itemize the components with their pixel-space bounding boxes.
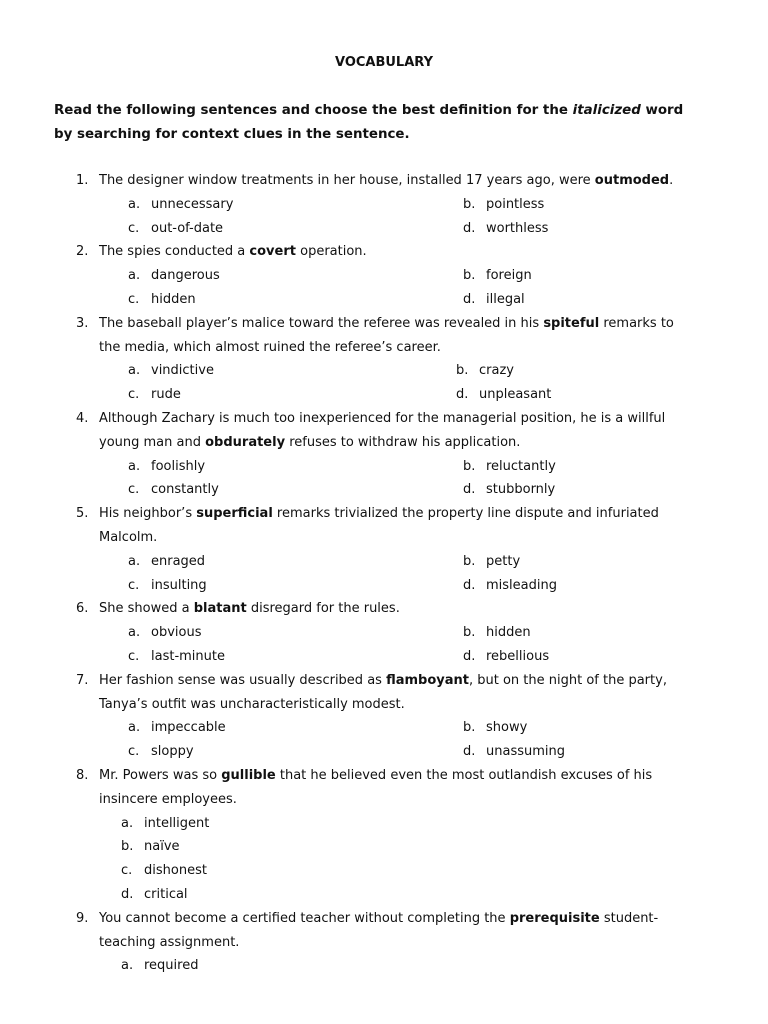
instructions <box>54 99 694 147</box>
question-number: 9. <box>76 910 89 926</box>
question-stem <box>0 240 689 264</box>
options-row <box>0 455 768 479</box>
question-4 <box>0 407 768 502</box>
vocabulary-word: prerequisite <box>509 910 600 926</box>
option-a[interactable]: a. obvious <box>128 625 202 641</box>
question-8 <box>0 764 768 907</box>
option-a[interactable]: a. enraged <box>128 553 206 569</box>
options-row <box>0 621 768 645</box>
question-stem <box>0 169 689 193</box>
options-row <box>0 383 768 407</box>
question-number: 8. <box>76 767 89 783</box>
option-d[interactable]: d. unpleasant <box>456 387 552 403</box>
option-c[interactable]: c. out-of-date <box>128 220 224 236</box>
option-a[interactable]: a. foolishly <box>128 458 206 474</box>
option-a[interactable]: a. required <box>121 958 199 974</box>
question-number: 2. <box>76 244 89 260</box>
question-1 <box>0 169 768 240</box>
question-number: 5. <box>76 506 89 522</box>
option-c[interactable]: c. last-minute <box>128 648 225 664</box>
option-a[interactable]: a. impeccable <box>128 720 226 736</box>
options-row <box>0 740 768 764</box>
option-a[interactable]: a. intelligent <box>121 815 210 831</box>
question-number: 3. <box>76 315 89 331</box>
question-text: His neighbor’s superficial remarks trivialized the property line dispute and infuriated Malcolm. <box>99 506 659 545</box>
question-text: You cannot become a certified teacher without completing the prerequisite student-teaching assignment. <box>99 910 659 950</box>
option-b[interactable]: b. naïve <box>121 839 180 855</box>
option-c[interactable]: c. rude <box>128 387 181 403</box>
option-c[interactable]: c. hidden <box>128 291 196 307</box>
option-b[interactable]: b. reluctantly <box>463 458 556 474</box>
question-text: Her fashion sense was usually described as flamboyant, but on the night of the party, Tanya’s outfit was uncharacteristically modest. <box>99 672 667 712</box>
question-number: 7. <box>76 672 89 688</box>
vocabulary-word: outmoded <box>594 173 670 188</box>
option-b[interactable]: b. pointless <box>463 196 545 212</box>
option-d[interactable]: d. rebellious <box>463 648 550 664</box>
option-d[interactable]: d. misleading <box>463 577 557 593</box>
option-d[interactable]: d. critical <box>121 886 188 902</box>
option-c[interactable]: c. dishonest <box>121 863 207 879</box>
options-row <box>0 645 768 669</box>
option-d[interactable]: d. illegal <box>463 291 525 307</box>
option-a[interactable]: a. unnecessary <box>128 196 234 212</box>
question-number: 6. <box>76 601 89 617</box>
question-list <box>0 169 768 978</box>
option-c[interactable]: c. constantly <box>128 482 219 498</box>
vocabulary-word: superficial <box>196 506 273 522</box>
vocabulary-word: flamboyant <box>386 672 469 688</box>
option-b[interactable]: b. hidden <box>463 625 531 641</box>
option-b[interactable]: b. showy <box>463 720 528 736</box>
option-a[interactable]: a. dangerous <box>128 268 220 284</box>
question-text: The baseball player’s malice toward the referee was revealed in his spiteful remarks to the media, which almost ruined the referee’s career. <box>99 315 674 355</box>
question-7 <box>0 669 768 764</box>
options-row <box>0 217 768 241</box>
option-b[interactable]: b. petty <box>463 553 521 569</box>
question-6 <box>0 597 768 668</box>
option-a[interactable]: a. vindictive <box>128 363 214 379</box>
question-stem <box>0 764 709 812</box>
instructions-text-before: Read the following sentences and choose the best definition for the <box>54 103 573 118</box>
question-stem <box>0 597 689 621</box>
question-number: 1. <box>76 173 89 188</box>
instructions-emphasis: italicized <box>572 103 641 118</box>
options-row <box>0 359 768 383</box>
question-9 <box>0 907 768 978</box>
vocabulary-word: gullible <box>221 767 276 783</box>
question-text: Mr. Powers was so gullible that he believed even the most outlandish excuses of his insincere employees. <box>99 767 653 807</box>
instructions-text-after: word by searching for context clues in the sentence. <box>54 103 684 142</box>
option-d[interactable]: d. unassuming <box>463 744 565 760</box>
options-row <box>0 193 768 217</box>
options-row <box>0 264 768 288</box>
vocabulary-word: covert <box>249 244 296 260</box>
question-text: She showed a blatant disregard for the rules. <box>99 601 400 617</box>
options-row <box>0 478 768 502</box>
question-text: The spies conducted a covert operation. <box>99 244 367 260</box>
question-text: The designer window treatments in her house, installed 17 years ago, were outmoded. <box>99 173 674 188</box>
question-stem <box>0 669 689 717</box>
options-row <box>0 574 768 598</box>
question-text: Although Zachary is much too inexperienced for the managerial position, he is a willful young man and obdurately refuses to withdraw his application. <box>99 410 666 450</box>
option-d[interactable]: d. worthless <box>463 220 549 236</box>
question-stem <box>0 502 719 550</box>
page-title: VOCABULARY <box>334 55 433 70</box>
options-row <box>0 716 768 740</box>
option-b[interactable]: b. crazy <box>456 363 514 379</box>
vocabulary-word: obdurately <box>205 434 286 450</box>
option-d[interactable]: d. stubbornly <box>463 482 556 498</box>
vocabulary-word: spiteful <box>543 315 600 331</box>
question-stem <box>0 907 709 955</box>
options-row <box>0 288 768 312</box>
question-stem <box>0 407 689 455</box>
options-row <box>0 550 768 574</box>
question-3 <box>0 312 768 407</box>
option-c[interactable]: c. sloppy <box>128 744 194 760</box>
option-b[interactable]: b. foreign <box>463 268 532 284</box>
option-c[interactable]: c. insulting <box>128 577 207 593</box>
question-2 <box>0 240 768 311</box>
question-stem <box>0 312 689 360</box>
question-number: 4. <box>76 410 89 426</box>
vocabulary-word: blatant <box>193 601 247 617</box>
question-5 <box>0 502 768 597</box>
